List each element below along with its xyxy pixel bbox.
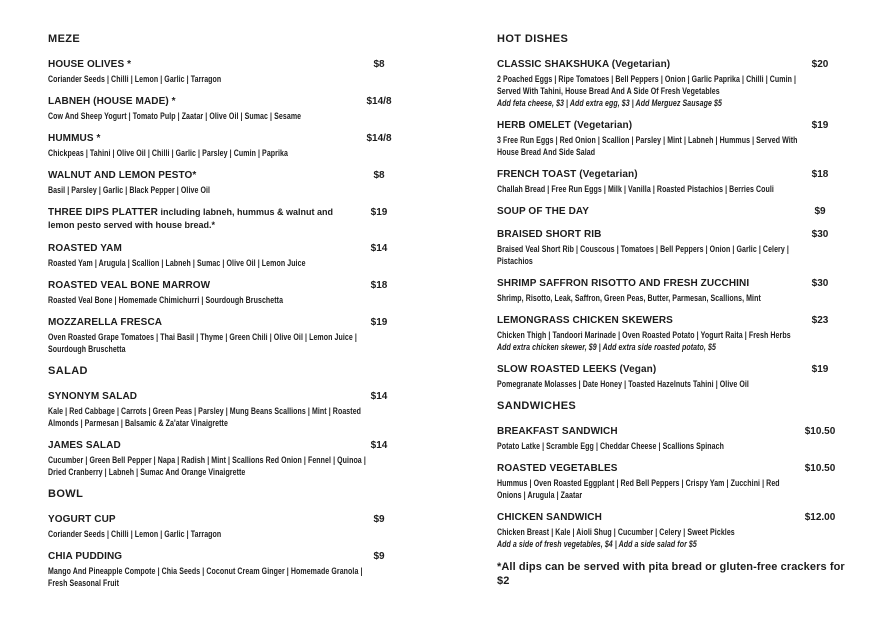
item-description: Braised Veal Short Rib | Couscous | Tomatoes | Bell Peppers | Onion | Garlic | Celery | Pistachios (497, 244, 789, 266)
item-name (48, 206, 353, 232)
item-head (497, 228, 846, 241)
menu-item (497, 277, 846, 304)
section-title: HOT DISHES (497, 33, 569, 45)
item-name-text: ROASTED VEGETABLES (497, 463, 618, 474)
item-price: $8 (373, 170, 385, 181)
menu-item (497, 363, 846, 390)
section-title: SANDWICHES (497, 400, 577, 412)
item-name-text: LEMONGRASS CHICKEN SKEWERS (497, 315, 673, 326)
menu-item (48, 550, 405, 589)
menu-item (48, 390, 405, 429)
item-description: Chickpeas | Tahini | Olive Oil | Chilli | Garlic | Parsley | Cumin | Paprika (48, 148, 288, 158)
menu-item (497, 168, 846, 195)
item-description: Coriander Seeds | Chilli | Lemon | Garlic | Tarragon (48, 529, 222, 539)
item-price: $14 (370, 440, 388, 451)
menu-item (48, 169, 405, 196)
item-head (48, 550, 405, 563)
item-name-text: CHIA PUDDING (48, 551, 123, 562)
item-price: $23 (811, 315, 829, 326)
item-name-text: LABNEH (HOUSE MADE) * (48, 96, 176, 107)
item-price: $14/8 (366, 96, 392, 107)
item-price: $30 (811, 229, 829, 240)
item-price: $14/8 (366, 133, 392, 144)
item-name-text: FRENCH TOAST (Vegetarian) (497, 169, 638, 180)
item-head (48, 390, 405, 403)
item-name (48, 439, 353, 452)
item-head (497, 363, 846, 376)
section-title: SALAD (48, 365, 88, 377)
item-description: 3 Free Run Eggs | Red Onion | Scallion | Parsley | Mint | Labneh | Hummus | Served With House Bread And Side Salad (497, 135, 798, 157)
item-head (48, 316, 405, 329)
item-head (497, 425, 846, 438)
item-description: 2 Poached Eggs | Ripe Tomatoes | Bell Peppers | Onion | Garlic Paprika | Chilli | Cumin | Served With Tahini, House Bread And A Side Of Fresh Vegetables (497, 74, 797, 96)
item-head (48, 58, 405, 71)
item-price: $10.50 (804, 463, 836, 474)
item-description: Cucumber | Green Bell Pepper | Napa | Radish | Mint | Scallions Red Onion | Fennel | Quinoa | Dried Cranberry | Labneh | Sumac And Orange Vinaigrette (48, 455, 366, 477)
menu-item (48, 439, 405, 478)
item-head (497, 119, 846, 132)
menu-column-right (497, 30, 846, 588)
item-price: $10.50 (804, 426, 836, 437)
item-head (497, 511, 846, 524)
item-name (48, 513, 353, 526)
item-name-text: BREAKFAST SANDWICH (497, 426, 618, 437)
item-name-text: THREE DIPS PLATTER (48, 207, 158, 218)
item-head (497, 205, 846, 218)
item-description: Cow And Sheep Yogurt | Tomato Pulp | Zaatar | Olive Oil | Sumac | Sesame (48, 111, 302, 121)
menu-item (48, 242, 405, 269)
item-name (48, 242, 353, 255)
item-price: $9 (373, 514, 385, 525)
menu-item (497, 425, 846, 452)
item-description: Challah Bread | Free Run Eggs | Milk | Vanilla | Roasted Pistachios | Berries Couli (497, 184, 774, 194)
item-name-text: HUMMUS * (48, 133, 101, 144)
item-price: $19 (811, 120, 829, 131)
item-description: Roasted Veal Bone | Homemade Chimichurri | Sourdough Bruschetta (48, 295, 284, 305)
item-name (48, 550, 353, 563)
item-name-text: BRAISED SHORT RIB (497, 229, 602, 240)
item-head (497, 462, 846, 475)
item-name-text: JAMES SALAD (48, 440, 121, 451)
item-description: Shrimp, Risotto, Leak, Saffron, Green Peas, Butter, Parmesan, Scallions, Mint (497, 293, 761, 303)
item-price: $9 (373, 551, 385, 562)
item-description: Kale | Red Cabbage | Carrots | Green Peas | Parsley | Mung Beans Scallions | Mint | Roasted Almonds | Parmesan | Balsamic & Za'atar Vinaigrette (48, 406, 362, 428)
menu-item (497, 511, 846, 550)
item-description: Chicken Thigh | Tandoori Marinade | Oven Roasted Potato | Yogurt Raita | Fresh Herbs (497, 330, 791, 340)
menu-item (497, 119, 846, 158)
item-name (497, 228, 794, 241)
item-head (48, 132, 405, 145)
item-description: Hummus | Oven Roasted Eggplant | Red Bell Peppers | Crispy Yam | Zucchini | Red Onions | Arugula | Zaatar (497, 478, 780, 500)
item-head (497, 58, 846, 71)
item-name (48, 279, 353, 292)
item-price: $18 (811, 169, 829, 180)
menu-item (497, 462, 846, 501)
item-name-text: CLASSIC SHAKSHUKA (Vegetarian) (497, 59, 671, 70)
item-name-text: SOUP OF THE DAY (497, 206, 590, 217)
item-head (48, 206, 405, 232)
item-name-text: ROASTED YAM (48, 243, 122, 254)
item-price: $30 (811, 278, 829, 289)
item-name (497, 205, 794, 218)
item-note: Add feta cheese, $3 | Add extra egg, $3 | Add Merguez Sausage $5 (497, 98, 722, 108)
item-head (48, 513, 405, 526)
item-price: $9 (814, 206, 826, 217)
item-note: Add extra chicken skewer, $9 | Add extra side roasted potato, $5 (497, 342, 716, 352)
menu-item (48, 132, 405, 159)
item-head (497, 168, 846, 181)
item-description: Chicken Breast | Kale | Aioli Shug | Cucumber | Celery | Sweet Pickles (497, 527, 735, 537)
menu-footnote: *All dips can be served with pita bread or gluten-free crackers for $2 (497, 561, 845, 587)
item-name (48, 58, 353, 71)
item-name-text: YOGURT CUP (48, 514, 116, 525)
item-name-text: WALNUT AND LEMON PESTO* (48, 170, 197, 181)
item-name-text: SHRIMP SAFFRON RISOTTO AND FRESH ZUCCHINI (497, 278, 750, 289)
item-name (48, 169, 353, 182)
item-head (48, 279, 405, 292)
item-price: $19 (370, 317, 388, 328)
item-name (48, 390, 353, 403)
menu-item (48, 513, 405, 540)
item-price: $12.00 (804, 512, 836, 523)
item-name (497, 168, 794, 181)
item-description: Coriander Seeds | Chilli | Lemon | Garlic | Tarragon (48, 74, 222, 84)
item-price: $14 (370, 243, 388, 254)
item-note: Add a side of fresh vegetables, $4 | Add a side salad for $5 (497, 539, 697, 549)
menu-column-left (48, 30, 405, 599)
item-description: Pomegranate Molasses | Date Honey | Toasted Hazelnuts Tahini | Olive Oil (497, 379, 749, 389)
item-price: $19 (811, 364, 829, 375)
item-name (497, 314, 794, 327)
item-name-text: CHICKEN SANDWICH (497, 512, 602, 523)
item-name-text: SLOW ROASTED LEEKS (Vegan) (497, 364, 657, 375)
item-name-text: MOZZARELLA FRESCA (48, 317, 163, 328)
menu-item (48, 316, 405, 355)
item-name-text: HERB OMELET (Vegetarian) (497, 120, 633, 131)
item-price: $20 (811, 59, 829, 70)
sections-mount-right (497, 33, 846, 550)
item-name (48, 95, 353, 108)
menu-item (48, 279, 405, 306)
menu-item (497, 314, 846, 353)
item-head (48, 95, 405, 108)
item-description: Potato Latke | Scramble Egg | Cheddar Cheese | Scallions Spinach (497, 441, 725, 451)
item-name-text: HOUSE OLIVES * (48, 59, 132, 70)
item-name (48, 132, 353, 145)
item-name-text: ROASTED VEAL BONE MARROW (48, 280, 211, 291)
item-head (48, 242, 405, 255)
menu-item (48, 95, 405, 122)
item-description: Oven Roasted Grape Tomatoes | Thai Basil | Thyme | Green Chili | Olive Oil | Lemon Juice | Sourdough Bruschetta (48, 332, 357, 354)
item-price: $14 (370, 391, 388, 402)
item-description: Mango And Pineapple Compote | Chia Seeds | Coconut Cream Ginger | Homemade Granola | Fresh Seasonal Fruit (48, 566, 363, 588)
item-head (48, 439, 405, 452)
item-price: $19 (370, 207, 388, 218)
item-name (497, 277, 794, 290)
item-description: Roasted Yam | Arugula | Scallion | Labneh | Sumac | Olive Oil | Lemon Juice (48, 258, 306, 268)
item-name-suffix: including labneh, hummus & walnut and lemon pesto served with house bread.* (48, 207, 333, 230)
item-name (497, 462, 794, 475)
item-name (497, 58, 794, 71)
section-title: MEZE (48, 33, 81, 45)
item-name-text: SYNONYM SALAD (48, 391, 138, 402)
item-name (497, 511, 794, 524)
item-price: $18 (370, 280, 388, 291)
item-name (48, 316, 353, 329)
menu-item (497, 58, 846, 109)
item-name (497, 425, 794, 438)
item-name (497, 119, 794, 132)
item-description: Basil | Parsley | Garlic | Black Pepper | Olive Oil (48, 185, 211, 195)
item-head (497, 314, 846, 327)
item-head (48, 169, 405, 182)
sections-mount-left (48, 33, 405, 589)
section-title: BOWL (48, 488, 84, 500)
item-head (497, 277, 846, 290)
menu-item (497, 228, 846, 267)
item-price: $8 (373, 59, 385, 70)
item-name (497, 363, 794, 376)
menu-item (48, 58, 405, 85)
menu-item (48, 206, 405, 232)
menu-item (497, 205, 846, 218)
